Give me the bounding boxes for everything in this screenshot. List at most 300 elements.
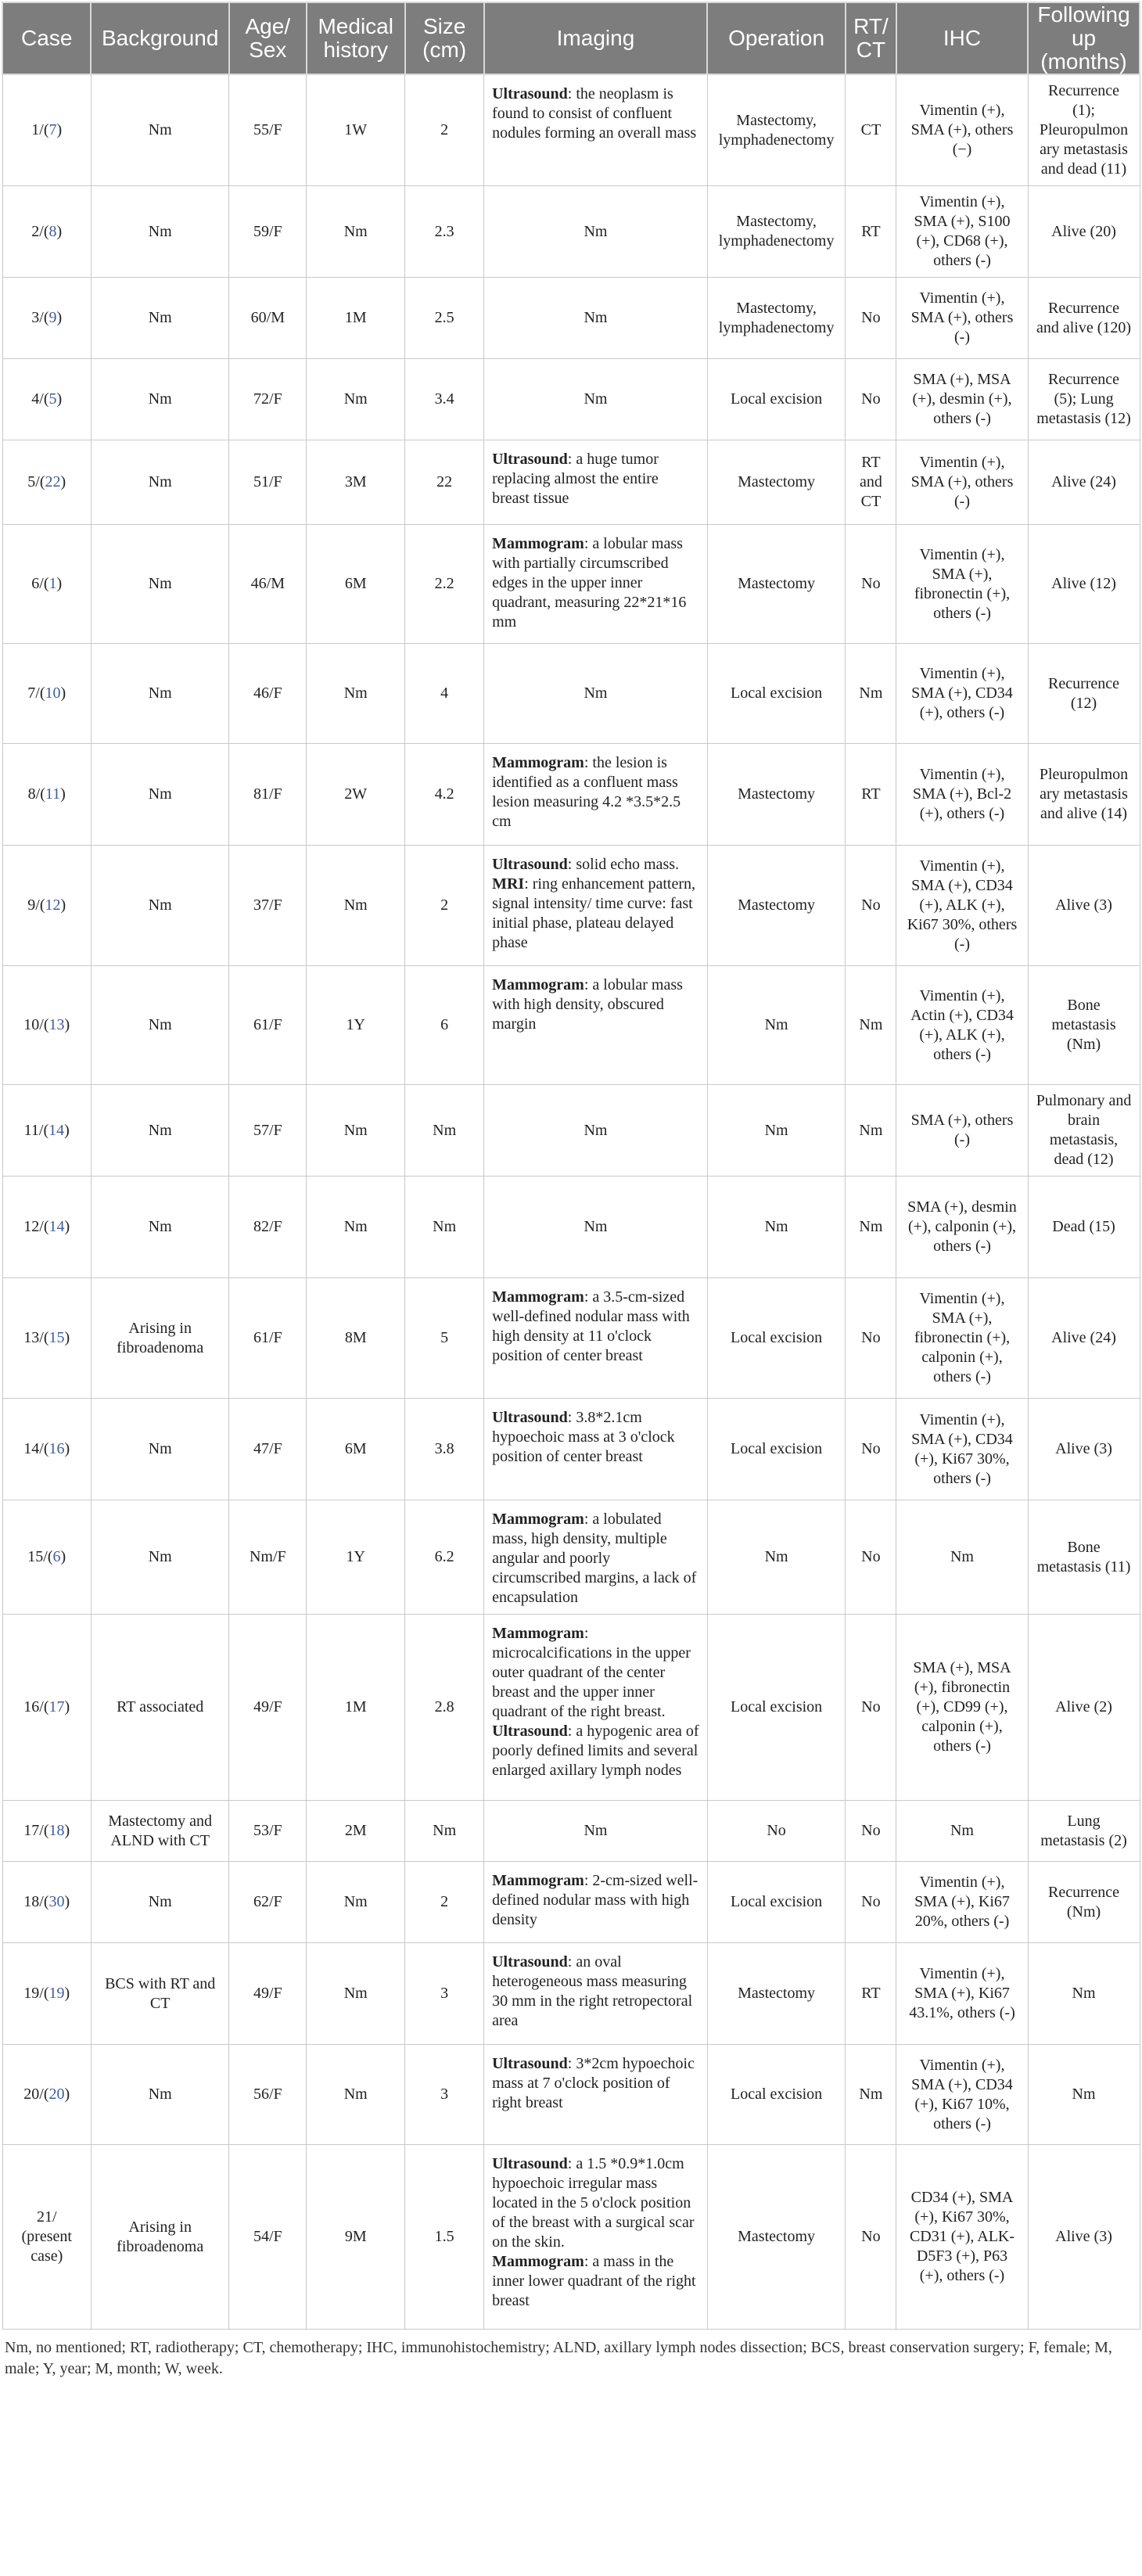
header-text: Operation bbox=[728, 26, 825, 50]
reference-link[interactable]: 22 bbox=[45, 473, 61, 490]
ihc-cell: Nm bbox=[896, 1500, 1028, 1615]
case-number-close: ) bbox=[56, 121, 63, 138]
rt-ct-cell: No bbox=[846, 1278, 896, 1399]
background-cell: Nm bbox=[91, 440, 228, 525]
following-up-cell: Nm bbox=[1028, 1943, 1140, 2045]
case-number: 8/( bbox=[27, 785, 45, 803]
background-cell: Mastectomy and ALND with CT bbox=[91, 1801, 228, 1862]
imaging-cell bbox=[484, 1801, 708, 1862]
background-cell: Nm bbox=[91, 2045, 228, 2145]
case-number: 21/ (present case) bbox=[21, 2208, 72, 2265]
medical-history-cell: Nm bbox=[307, 1177, 405, 1278]
rt-ct-cell: No bbox=[846, 1399, 896, 1500]
size-cell: 2 bbox=[405, 846, 484, 966]
reference-link[interactable]: 16 bbox=[48, 1440, 65, 1457]
age-sex-cell: 82/F bbox=[229, 1177, 307, 1278]
case-number: 14/( bbox=[23, 1440, 49, 1457]
medical-history-cell: 1Y bbox=[307, 966, 405, 1085]
imaging-modality: Ultrasound bbox=[492, 2155, 568, 2172]
operation-cell: Mastectomy bbox=[707, 525, 845, 644]
age-sex-cell: Nm/F bbox=[229, 1500, 307, 1615]
imaging-finding: : the lesion is identified as a confluent mass lesion measuring 4.2 *3.5*2.5 cm bbox=[492, 754, 681, 830]
medical-history-cell: 2M bbox=[307, 1801, 405, 1862]
rt-ct-cell: Nm bbox=[846, 966, 896, 1085]
imaging-finding: : a lobular mass with partially circumscribed edges in the upper inner quadrant, measuring 22*21*16 mm bbox=[492, 535, 687, 631]
case-number-close: ) bbox=[64, 1016, 70, 1033]
header-text: IHC bbox=[943, 26, 982, 50]
ihc-cell: Vimentin (+), SMA (+), fibronectin (+), calponin (+), others (-) bbox=[896, 1278, 1028, 1399]
rt-ct-cell: No bbox=[846, 846, 896, 966]
case-cell bbox=[2, 2145, 91, 2330]
following-up-cell: Bone metastasis (11) bbox=[1028, 1500, 1140, 1615]
header-text: Imaging bbox=[556, 26, 635, 50]
table-row bbox=[2, 1278, 1140, 1399]
size-cell: 3 bbox=[405, 2045, 484, 2145]
case-number: 18/( bbox=[23, 1893, 49, 1910]
medical-history-cell: 1W bbox=[307, 74, 405, 186]
case-cell bbox=[2, 744, 91, 846]
size-cell: 1.5 bbox=[405, 2145, 484, 2330]
age-sex-cell: 62/F bbox=[229, 1862, 307, 1943]
medical-history-cell: 6M bbox=[307, 525, 405, 644]
ihc-cell: CD34 (+), SMA (+), Ki67 30%, CD31 (+), ALK-D5F3 (+), P63 (+), others (-) bbox=[896, 2145, 1028, 2330]
operation-cell: Nm bbox=[707, 1085, 845, 1177]
operation-cell: Mastectomy bbox=[707, 744, 845, 846]
following-up-cell: Recurrence and alive (120) bbox=[1028, 278, 1140, 359]
table-row bbox=[2, 1500, 1140, 1615]
imaging-finding: : a hypogenic area of poorly defined limits and several enlarged axillary lymph nodes bbox=[492, 1723, 699, 1779]
imaging-cell bbox=[484, 966, 708, 1085]
rt-ct-cell: Nm bbox=[846, 644, 896, 744]
case-number-close: ) bbox=[56, 309, 63, 326]
case-number: 15/( bbox=[27, 1548, 53, 1565]
imaging-finding: : a huge tumor replacing almost the entire breast tissue bbox=[492, 451, 659, 507]
background-cell: BCS with RT and CT bbox=[91, 1943, 228, 2045]
imaging-finding: Nm bbox=[584, 309, 608, 326]
rt-ct-cell: No bbox=[846, 2145, 896, 2330]
table-row bbox=[2, 278, 1140, 359]
header-following-up bbox=[1028, 2, 1140, 74]
age-sex-cell: 61/F bbox=[229, 966, 307, 1085]
reference-link[interactable]: 11 bbox=[45, 785, 61, 803]
age-sex-cell: 49/F bbox=[229, 1943, 307, 2045]
reference-link[interactable]: 17 bbox=[48, 1698, 65, 1716]
case-cell bbox=[2, 1862, 91, 1943]
imaging-cell bbox=[484, 2145, 708, 2330]
medical-history-cell: 9M bbox=[307, 2145, 405, 2330]
table-row bbox=[2, 1399, 1140, 1500]
table-row bbox=[2, 644, 1140, 744]
case-cell bbox=[2, 278, 91, 359]
case-cell bbox=[2, 846, 91, 966]
header-text: Sex bbox=[249, 38, 287, 62]
imaging-finding: : microcalcifications in the upper outer quadrant of the center breast and the upper inner quadrant of the right breast. bbox=[492, 1625, 691, 1720]
imaging-finding: : 3.8*2.1cm hypoechoic mass at 3 o'clock position of center breast bbox=[492, 1409, 675, 1465]
age-sex-cell: 55/F bbox=[229, 74, 307, 186]
ihc-cell: Vimentin (+), SMA (+), Ki67 20%, others (-) bbox=[896, 1862, 1028, 1943]
imaging-modality: Mammogram bbox=[492, 1511, 584, 1528]
header-imaging bbox=[484, 2, 708, 74]
header-size bbox=[405, 2, 484, 74]
imaging-modality: Mammogram bbox=[492, 976, 584, 993]
rt-ct-cell: Nm bbox=[846, 1085, 896, 1177]
imaging-cell bbox=[484, 1500, 708, 1615]
header-text: up (months) bbox=[1040, 26, 1127, 74]
following-up-cell: Recurrence (1); Pleuropulmonary metastasis and dead (11) bbox=[1028, 74, 1140, 186]
size-cell: 6.2 bbox=[405, 1500, 484, 1615]
header-text: Background bbox=[101, 26, 219, 50]
following-up-cell: Lung metastasis (2) bbox=[1028, 1801, 1140, 1862]
medical-history-cell: Nm bbox=[307, 644, 405, 744]
table-row bbox=[2, 846, 1140, 966]
size-cell: 2 bbox=[405, 1862, 484, 1943]
table-row bbox=[2, 74, 1140, 186]
table-header bbox=[2, 2, 1140, 74]
imaging-modality: Ultrasound bbox=[492, 1953, 568, 1971]
case-number: 5/( bbox=[27, 473, 45, 490]
case-number-close: ) bbox=[60, 896, 66, 914]
following-up-cell: Pleuropulmonary metastasis and alive (14) bbox=[1028, 744, 1140, 846]
age-sex-cell: 37/F bbox=[229, 846, 307, 966]
medical-history-cell: Nm bbox=[307, 186, 405, 278]
case-number: 13/( bbox=[23, 1329, 49, 1346]
case-cell bbox=[2, 186, 91, 278]
reference-link[interactable]: 12 bbox=[45, 896, 61, 914]
background-cell: Arising in fibroadenoma bbox=[91, 1278, 228, 1399]
imaging-cell bbox=[484, 1278, 708, 1399]
table-row bbox=[2, 359, 1140, 440]
reference-link[interactable]: 13 bbox=[48, 1016, 65, 1033]
imaging-modality: Ultrasound bbox=[492, 1409, 568, 1426]
size-cell: 2.5 bbox=[405, 278, 484, 359]
case-number: 4/( bbox=[31, 390, 49, 408]
background-cell: Nm bbox=[91, 744, 228, 846]
imaging-finding: Nm bbox=[584, 1218, 608, 1235]
reference-link[interactable]: 15 bbox=[48, 1329, 65, 1346]
rt-ct-cell: Nm bbox=[846, 1177, 896, 1278]
reference-link[interactable]: 1 bbox=[48, 575, 57, 592]
case-number: 3/( bbox=[31, 309, 49, 326]
case-number: 11/( bbox=[23, 1121, 49, 1139]
rt-ct-cell: RT bbox=[846, 1943, 896, 2045]
background-cell: Nm bbox=[91, 1085, 228, 1177]
imaging-finding: : a lobulated mass, high density, multiple angular and poorly circumscribed margins, a lack of encapsulation bbox=[492, 1511, 697, 1606]
size-cell: 3.8 bbox=[405, 1399, 484, 1500]
rt-ct-cell: No bbox=[846, 1500, 896, 1615]
case-number-close: ) bbox=[64, 1218, 70, 1235]
reference-link[interactable]: 30 bbox=[48, 1893, 65, 1910]
imaging-finding: : the neoplasm is found to consist of confluent nodules forming an overall mass bbox=[492, 85, 697, 142]
table-row bbox=[2, 525, 1140, 644]
following-up-cell: Recurrence (Nm) bbox=[1028, 1862, 1140, 1943]
operation-cell: Nm bbox=[707, 1177, 845, 1278]
reference-link[interactable]: 19 bbox=[48, 1985, 65, 2002]
reference-link[interactable]: 14 bbox=[48, 1218, 65, 1235]
imaging-cell bbox=[484, 1615, 708, 1801]
operation-cell: Local excision bbox=[707, 1278, 845, 1399]
header-rt-ct bbox=[846, 2, 896, 74]
size-cell: 2 bbox=[405, 74, 484, 186]
header-text: RT/ bbox=[853, 14, 889, 38]
ihc-cell: SMA (+), desmin (+), calponin (+), others (-) bbox=[896, 1177, 1028, 1278]
reference-link[interactable]: 5 bbox=[48, 390, 57, 408]
imaging-modality: Ultrasound bbox=[492, 1723, 568, 1740]
table-footnote: Nm, no mentioned; RT, radiotherapy; CT, chemotherapy; IHC, immunohistochemistry; ALND, axillary lymph nodes dissection; BCS, breast conservation surgery; F, female; M, male; Y, year; M, month; W, week. bbox=[5, 2339, 1112, 2377]
size-cell: Nm bbox=[405, 1177, 484, 1278]
table-row bbox=[2, 440, 1140, 525]
reference-link[interactable]: 6 bbox=[52, 1548, 61, 1565]
header-case bbox=[2, 2, 91, 74]
imaging-finding: : a mass in the inner lower quadrant of the right breast bbox=[492, 2253, 696, 2309]
following-up-cell: Alive (3) bbox=[1028, 1399, 1140, 1500]
imaging-finding: : 2-cm-sized well-defined nodular mass with high density bbox=[492, 1872, 698, 1928]
case-number: 16/( bbox=[23, 1698, 49, 1716]
case-cell bbox=[2, 1177, 91, 1278]
size-cell: 4 bbox=[405, 644, 484, 744]
header-text: Age/ bbox=[245, 14, 291, 38]
case-number-close: ) bbox=[60, 785, 66, 803]
ihc-cell: Vimentin (+), SMA (+), CD34 (+), Ki67 10%, others (-) bbox=[896, 2045, 1028, 2145]
reference-link[interactable]: 14 bbox=[48, 1121, 65, 1139]
case-cell bbox=[2, 74, 91, 186]
table-body bbox=[2, 74, 1140, 2330]
imaging-modality: Mammogram bbox=[492, 754, 584, 771]
case-number-close: ) bbox=[60, 684, 66, 702]
age-sex-cell: 47/F bbox=[229, 1399, 307, 1500]
operation-cell: No bbox=[707, 1801, 845, 1862]
ihc-cell: SMA (+), MSA (+), fibronectin (+), CD99 (+), calponin (+), others (-) bbox=[896, 1615, 1028, 1801]
medical-history-cell: Nm bbox=[307, 846, 405, 966]
following-up-cell: Recurrence (12) bbox=[1028, 644, 1140, 744]
size-cell: Nm bbox=[405, 1801, 484, 1862]
size-cell: 2.2 bbox=[405, 525, 484, 644]
ihc-cell: SMA (+), others (-) bbox=[896, 1085, 1028, 1177]
reference-link[interactable]: 8 bbox=[48, 222, 57, 240]
imaging-cell bbox=[484, 525, 708, 644]
case-number-close: ) bbox=[64, 1121, 70, 1139]
operation-cell: Nm bbox=[707, 966, 845, 1085]
case-number: 7/( bbox=[27, 684, 45, 702]
reference-link[interactable]: 10 bbox=[45, 684, 61, 702]
rt-ct-cell: No bbox=[846, 278, 896, 359]
size-cell: 5 bbox=[405, 1278, 484, 1399]
background-cell: Nm bbox=[91, 74, 228, 186]
case-cell bbox=[2, 1500, 91, 1615]
ihc-cell: Vimentin (+), SMA (+), CD34 (+), ALK (+), Ki67 30%, others (-) bbox=[896, 846, 1028, 966]
case-number-close: ) bbox=[60, 1548, 66, 1565]
table-row bbox=[2, 2045, 1140, 2145]
imaging-cell bbox=[484, 359, 708, 440]
operation-cell: Nm bbox=[707, 1500, 845, 1615]
header-medical-history bbox=[307, 2, 405, 74]
medical-history-cell: 8M bbox=[307, 1278, 405, 1399]
imaging-cell bbox=[484, 440, 708, 525]
following-up-cell: Nm bbox=[1028, 2045, 1140, 2145]
case-cell bbox=[2, 440, 91, 525]
imaging-cell bbox=[484, 1862, 708, 1943]
size-cell: 2.3 bbox=[405, 186, 484, 278]
background-cell: RT associated bbox=[91, 1615, 228, 1801]
following-up-cell: Recurrence (5); Lung metastasis (12) bbox=[1028, 359, 1140, 440]
operation-cell: Mastectomy bbox=[707, 846, 845, 966]
background-cell: Nm bbox=[91, 359, 228, 440]
size-cell: 22 bbox=[405, 440, 484, 525]
case-number: 10/( bbox=[23, 1016, 49, 1033]
age-sex-cell: 57/F bbox=[229, 1085, 307, 1177]
header-background bbox=[91, 2, 228, 74]
ihc-cell: Vimentin (+), SMA (+), CD34 (+), others (-) bbox=[896, 644, 1028, 744]
age-sex-cell: 61/F bbox=[229, 1278, 307, 1399]
case-cell bbox=[2, 1399, 91, 1500]
header-age-sex bbox=[229, 2, 307, 74]
reference-link[interactable]: 18 bbox=[48, 1822, 65, 1839]
case-number-close: ) bbox=[56, 222, 63, 240]
imaging-modality: Ultrasound bbox=[492, 85, 568, 102]
imaging-cell bbox=[484, 74, 708, 186]
size-cell: 6 bbox=[405, 966, 484, 1085]
header-text: CT bbox=[856, 38, 886, 62]
table-row bbox=[2, 1177, 1140, 1278]
table-row bbox=[2, 966, 1140, 1085]
imaging-cell bbox=[484, 2045, 708, 2145]
header-ihc bbox=[896, 2, 1028, 74]
age-sex-cell: 54/F bbox=[229, 2145, 307, 2330]
table-row bbox=[2, 2145, 1140, 2330]
table-row bbox=[2, 744, 1140, 846]
following-up-cell: Alive (3) bbox=[1028, 2145, 1140, 2330]
rt-ct-cell: No bbox=[846, 359, 896, 440]
operation-cell: Mastectomy, lymphadenectomy bbox=[707, 74, 845, 186]
medical-history-cell: Nm bbox=[307, 1085, 405, 1177]
medical-history-cell: 1M bbox=[307, 278, 405, 359]
rt-ct-cell: No bbox=[846, 1615, 896, 1801]
medical-history-cell: Nm bbox=[307, 1943, 405, 2045]
table-figure bbox=[2, 2, 1140, 2380]
imaging-cell bbox=[484, 278, 708, 359]
case-cell bbox=[2, 1943, 91, 2045]
imaging-finding: Nm bbox=[584, 390, 608, 408]
reference-link[interactable]: 9 bbox=[48, 309, 57, 326]
ihc-cell: Vimentin (+), SMA (+), others (−) bbox=[896, 74, 1028, 186]
operation-cell: Local excision bbox=[707, 1615, 845, 1801]
following-up-cell: Alive (24) bbox=[1028, 440, 1140, 525]
rt-ct-cell: CT bbox=[846, 74, 896, 186]
following-up-cell: Dead (15) bbox=[1028, 1177, 1140, 1278]
operation-cell: Local excision bbox=[707, 2045, 845, 2145]
following-up-cell: Alive (12) bbox=[1028, 525, 1140, 644]
case-number-close: ) bbox=[60, 473, 66, 490]
background-cell: Nm bbox=[91, 1399, 228, 1500]
imaging-cell bbox=[484, 186, 708, 278]
table-row bbox=[2, 1943, 1140, 2045]
size-cell: 2.8 bbox=[405, 1615, 484, 1801]
background-cell: Nm bbox=[91, 1177, 228, 1278]
rt-ct-cell: Nm bbox=[846, 2045, 896, 2145]
operation-cell: Mastectomy bbox=[707, 440, 845, 525]
table-row bbox=[2, 1801, 1140, 1862]
case-number: 6/( bbox=[31, 575, 49, 592]
header-text: Following bbox=[1037, 2, 1130, 27]
age-sex-cell: 81/F bbox=[229, 744, 307, 846]
rt-ct-cell: No bbox=[846, 525, 896, 644]
case-cell bbox=[2, 1801, 91, 1862]
case-number-close: ) bbox=[56, 575, 63, 592]
age-sex-cell: 53/F bbox=[229, 1801, 307, 1862]
imaging-modality: MRI bbox=[492, 875, 525, 893]
background-cell: Nm bbox=[91, 525, 228, 644]
case-number-close: ) bbox=[64, 1329, 70, 1346]
following-up-cell: Alive (24) bbox=[1028, 1278, 1140, 1399]
imaging-modality: Mammogram bbox=[492, 1288, 584, 1306]
age-sex-cell: 60/M bbox=[229, 278, 307, 359]
following-up-cell: Alive (3) bbox=[1028, 846, 1140, 966]
size-cell: 3 bbox=[405, 1943, 484, 2045]
table-row bbox=[2, 186, 1140, 278]
case-number: 2/( bbox=[31, 222, 49, 240]
rt-ct-cell: RT and CT bbox=[846, 440, 896, 525]
imaging-cell bbox=[484, 1943, 708, 2045]
background-cell: Nm bbox=[91, 966, 228, 1085]
ihc-cell: Vimentin (+), SMA (+), others (-) bbox=[896, 440, 1028, 525]
case-cell bbox=[2, 359, 91, 440]
following-up-cell: Alive (2) bbox=[1028, 1615, 1140, 1801]
age-sex-cell: 51/F bbox=[229, 440, 307, 525]
medical-history-cell: 1M bbox=[307, 1615, 405, 1801]
imaging-finding: Nm bbox=[584, 222, 608, 240]
medical-history-cell: 1Y bbox=[307, 1500, 405, 1615]
imaging-finding: Nm bbox=[584, 1822, 608, 1839]
case-number-close: ) bbox=[56, 390, 63, 408]
size-cell: 3.4 bbox=[405, 359, 484, 440]
following-up-cell: Bone metastasis (Nm) bbox=[1028, 966, 1140, 1085]
operation-cell: Mastectomy, lymphadenectomy bbox=[707, 278, 845, 359]
background-cell: Nm bbox=[91, 1862, 228, 1943]
ihc-cell: Vimentin (+), SMA (+), Bcl-2 (+), others (-) bbox=[896, 744, 1028, 846]
background-cell: Nm bbox=[91, 644, 228, 744]
header-operation bbox=[707, 2, 845, 74]
background-cell: Nm bbox=[91, 186, 228, 278]
age-sex-cell: 72/F bbox=[229, 359, 307, 440]
medical-history-cell: 2W bbox=[307, 744, 405, 846]
header-text: Case bbox=[21, 26, 73, 50]
imaging-modality: Mammogram bbox=[492, 535, 584, 552]
size-cell: Nm bbox=[405, 1085, 484, 1177]
reference-link[interactable]: 20 bbox=[48, 2086, 65, 2103]
header-text: Medical bbox=[318, 14, 393, 38]
ihc-cell: Vimentin (+), SMA (+), S100 (+), CD68 (+), others (-) bbox=[896, 186, 1028, 278]
medical-history-cell: Nm bbox=[307, 359, 405, 440]
rt-ct-cell: RT bbox=[846, 186, 896, 278]
case-number-close: ) bbox=[64, 1440, 70, 1457]
imaging-finding: : a 1.5 *0.9*1.0cm hypoechoic irregular mass located in the 5 o'clock position of the breast with a surgical scar on the skin. bbox=[492, 2155, 695, 2251]
imaging-finding: : a 3.5-cm-sized well-defined nodular mass with high density at 11 o'clock position of center breast bbox=[492, 1288, 690, 1364]
medical-history-cell: 3M bbox=[307, 440, 405, 525]
case-number-close: ) bbox=[64, 1698, 70, 1716]
background-cell: Arising in fibroadenoma bbox=[91, 2145, 228, 2330]
rt-ct-cell: No bbox=[846, 1801, 896, 1862]
reference-link[interactable]: 7 bbox=[48, 121, 57, 138]
case-number: 12/( bbox=[23, 1218, 49, 1235]
rt-ct-cell: No bbox=[846, 1862, 896, 1943]
rt-ct-cell: RT bbox=[846, 744, 896, 846]
ihc-cell: Vimentin (+), SMA (+), CD34 (+), Ki67 30%, others (-) bbox=[896, 1399, 1028, 1500]
case-table bbox=[2, 2, 1140, 2330]
imaging-finding: : solid echo mass. bbox=[567, 856, 680, 873]
operation-cell: Mastectomy bbox=[707, 2145, 845, 2330]
case-cell bbox=[2, 644, 91, 744]
imaging-finding: Nm bbox=[584, 684, 608, 702]
case-cell bbox=[2, 1278, 91, 1399]
